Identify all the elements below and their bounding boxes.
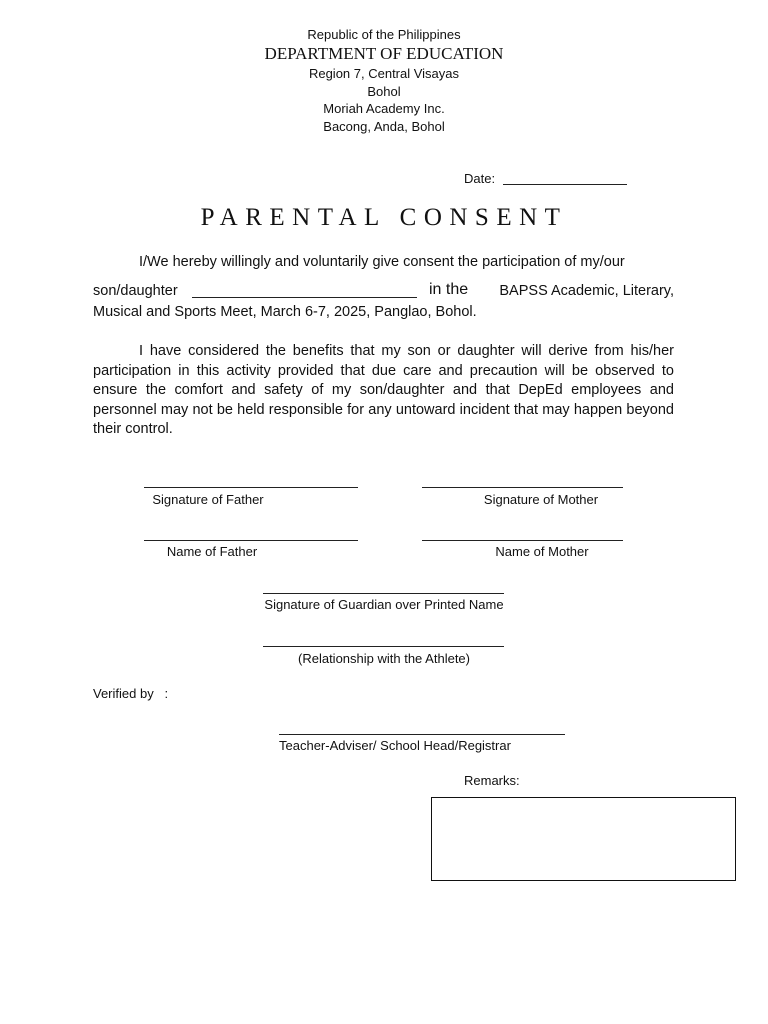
- father-signature-label: Signature of Father: [152, 492, 264, 507]
- header-school: Moriah Academy Inc.: [323, 101, 445, 116]
- remarks-box[interactable]: [431, 797, 736, 881]
- header-address: Bacong, Anda, Bohol: [323, 119, 445, 134]
- mother-signature-line[interactable]: [422, 487, 623, 488]
- verified-by-label: Verified by :: [93, 686, 169, 701]
- header-republic: Republic of the Philippines: [307, 27, 461, 42]
- document-title: PARENTAL CONSENT: [200, 204, 568, 231]
- consent-paragraph-line1: I/We hereby willingly and voluntarily give consent the participation of my/our: [139, 254, 625, 270]
- remarks-label: Remarks:: [464, 773, 520, 788]
- consent-paragraph-line3: Musical and Sports Meet, March 6-7, 2025, Panglao, Bohol.: [93, 304, 477, 320]
- mother-name-label: Name of Mother: [495, 544, 589, 559]
- guardian-signature-line[interactable]: [263, 593, 504, 594]
- father-signature-line[interactable]: [144, 487, 358, 488]
- header-province: Bohol: [367, 84, 401, 99]
- in-the-text: in the: [429, 281, 469, 298]
- relationship-line[interactable]: [263, 646, 504, 647]
- date-field-line[interactable]: [503, 184, 627, 185]
- son-daughter-label: son/daughter: [93, 283, 178, 299]
- header-region: Region 7, Central Visayas: [308, 66, 460, 81]
- header-department: DEPARTMENT OF EDUCATION: [264, 44, 504, 63]
- considered-paragraph: I have considered the benefits that my son or daughter will derive from his/her participation in this activity provided that due care and precaution will be observed to ensure the comfort and safety of my son/daughter and that DepEd employees and personnel may not be held responsible for any untoward incident that may happen beyond their control.: [93, 343, 674, 437]
- event-line-end: BAPSS Academic, Literary,: [499, 283, 674, 299]
- father-name-line[interactable]: [144, 540, 358, 541]
- date-label: Date:: [464, 171, 496, 186]
- verifier-role-label: Teacher-Adviser/ School Head/Registrar: [279, 738, 511, 753]
- verifier-signature-line[interactable]: [279, 734, 565, 735]
- mother-name-line[interactable]: [422, 540, 623, 541]
- child-name-field-line[interactable]: [192, 297, 417, 298]
- guardian-signature-label: Signature of Guardian over Printed Name: [264, 597, 504, 612]
- mother-signature-label: Signature of Mother: [483, 492, 599, 507]
- relationship-label: (Relationship with the Athlete): [298, 651, 470, 666]
- father-name-label: Name of Father: [166, 544, 258, 559]
